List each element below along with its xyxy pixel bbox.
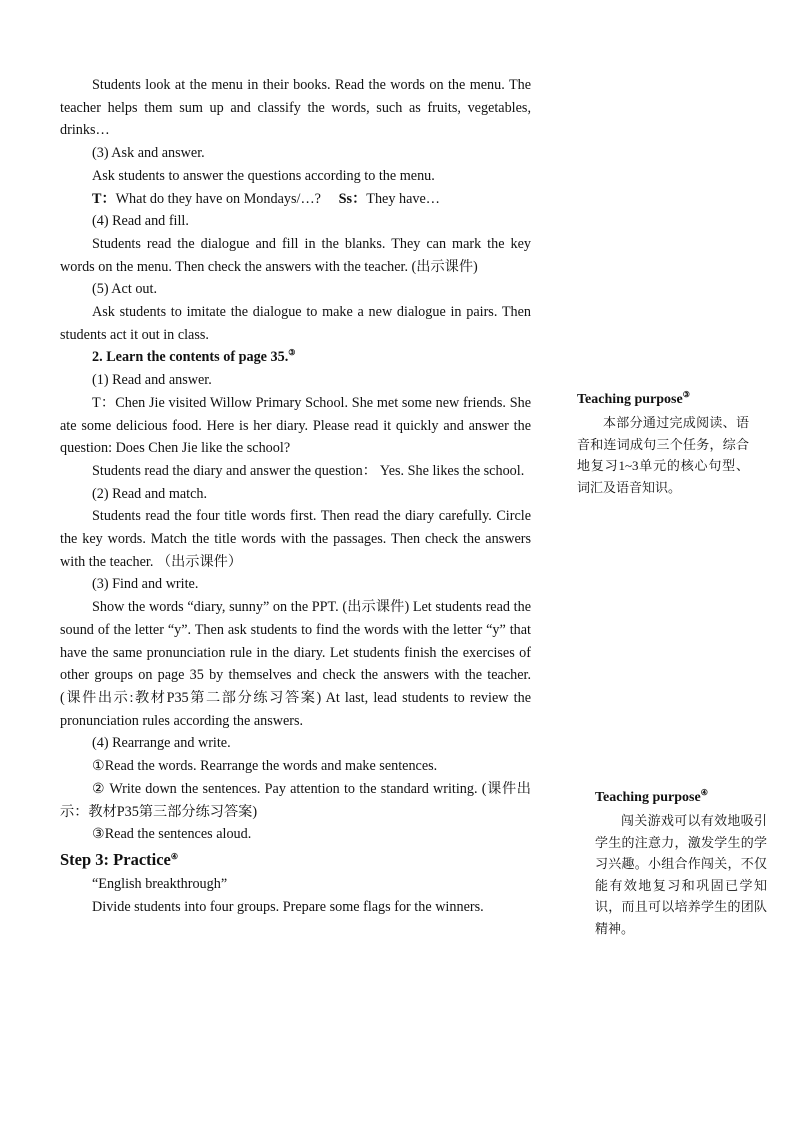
paragraph: Ask students to answer the questions according to the menu.: [92, 167, 435, 184]
dialogue-line: [60, 188, 531, 211]
paragraph: Students read the four title words first. Then read the diary carefully. Circle the key words. Match the title words with the passages. Then check the answers with the teacher. （出示课件）: [60, 508, 531, 570]
paragraph: Ask students to imitate the dialogue to make a new dialogue in pairs. Then students act it out in class.: [60, 304, 531, 343]
teaching-purpose-note: [577, 390, 749, 498]
teaching-purpose-note: [595, 788, 767, 939]
activity-heading: (5) Act out.: [92, 281, 158, 298]
activity-heading: (4) Rearrange and write.: [92, 735, 231, 752]
activity-heading: (2) Read and match.: [92, 485, 208, 502]
paragraph: Divide students into four groups. Prepare some flags for the winners.: [92, 898, 484, 915]
lesson-plan-main-column: [60, 74, 531, 918]
footnote-mark: ④: [170, 851, 179, 861]
teacher-label: T：: [92, 190, 116, 207]
note-body: 本部分通过完成阅读、语音和连词成句三个任务，综合地复习1~3单元的核心句型、词汇及语音知识。: [577, 415, 749, 495]
activity-heading: (1) Read and answer.: [92, 372, 212, 389]
note-title: Teaching purpose③: [577, 390, 690, 407]
paragraph: Students look at the menu in their books. Read the words on the menu. The teacher helps them sum up and classify the words, such as fruits, vegetables, drinks…: [60, 77, 531, 139]
activity-heading: (3) Find and write.: [92, 576, 199, 593]
activity-title: “English breakthrough”: [92, 875, 228, 892]
students-label: Ss：: [338, 190, 367, 207]
footnote-mark: ③: [288, 348, 296, 358]
paragraph: Students read the dialogue and fill in the blanks. They can mark the key words on the menu. Then check the answers with the teacher. (出示课件): [60, 235, 531, 275]
teacher-question: What do they have on Mondays/…?: [115, 190, 321, 207]
list-item: ③Read the sentences aloud.: [92, 826, 252, 843]
students-answer: They have…: [366, 190, 440, 207]
step-heading: Step 3: Practice④: [60, 849, 179, 869]
activity-heading: (4) Read and fill.: [92, 213, 189, 230]
footnote-mark: ③: [682, 390, 690, 399]
note-title: Teaching purpose④: [595, 788, 708, 805]
activity-heading: (3) Ask and answer.: [92, 145, 205, 162]
section-heading: 2. Learn the contents of page 35.③: [92, 348, 296, 366]
paragraph: T：Chen Jie visited Willow Primary School. She met some new friends. She ate some delicious food. Here is her diary. Please read it quickly and answer the question: Does Chen Jie like the school?: [60, 394, 531, 457]
paragraph: Students read the diary and answer the question： Yes. She likes the school.: [92, 462, 525, 479]
footnote-mark: ④: [700, 788, 708, 797]
list-item: ①Read the words. Rearrange the words and make sentences.: [92, 758, 438, 775]
list-item: ② Write down the sentences. Pay attention to the standard writing. (课件出示：教材P35第三部分练习答案): [60, 780, 531, 820]
paragraph: Show the words “diary, sunny” on the PPT. (出示课件) Let students read the sound of the letter “y”. Then ask students to find the words with the letter “y” that have the same pronunciation rule in the diary. Let students finish the exercises of other groups on page 35 by themselves and check the answers with the teacher. (课件出示:教材P35第二部分练习答案) At last, lead students to review the pronunciation rules according the answers.: [60, 599, 531, 729]
note-body: 闯关游戏可以有效地吸引学生的注意力，激发学生的学习兴趣。小组合作闯关，不仅能有效地复习和巩固已学知识，而且可以培养学生的团队精神。: [595, 813, 767, 936]
